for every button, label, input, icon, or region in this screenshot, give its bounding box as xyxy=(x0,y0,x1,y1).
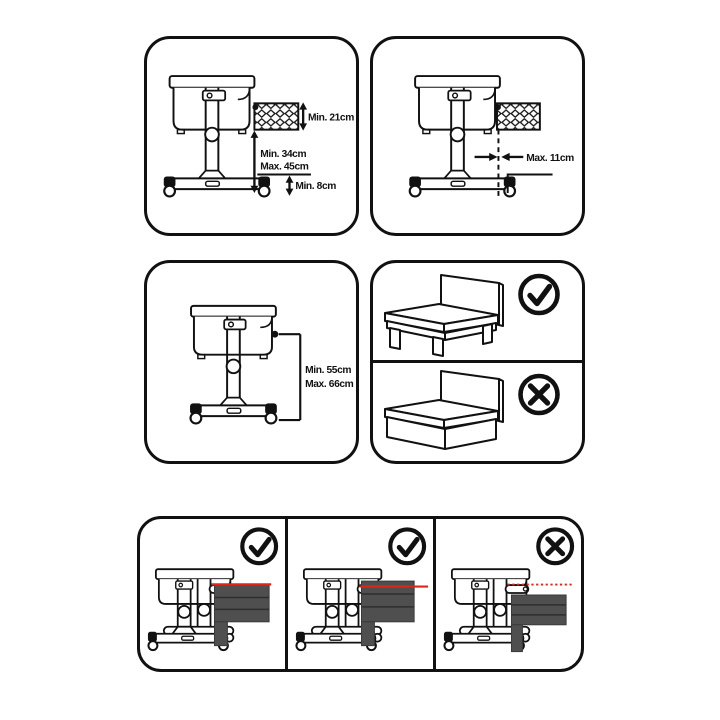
mattress-thickness-arrow xyxy=(299,102,307,130)
under-crib-max-label: Max. 45cm xyxy=(260,161,309,173)
alignment-case-3 xyxy=(436,519,581,669)
floor-clearance-arrow xyxy=(286,175,294,195)
alignment-case-3-diagram xyxy=(436,519,581,669)
platform-bed xyxy=(385,371,503,449)
alignment-case-1 xyxy=(140,519,285,669)
alignment-case-2-diagram xyxy=(288,519,433,669)
cross-icon xyxy=(521,376,558,413)
height-measure-line xyxy=(279,334,300,420)
platform-bed-diagram xyxy=(373,363,581,460)
bed-with-legs xyxy=(385,275,503,356)
alignment-case-1-diagram xyxy=(140,519,285,669)
under-crib-min-label: Min. 34cm xyxy=(260,148,307,160)
panel-side-gap xyxy=(370,36,585,236)
crib-side-view xyxy=(409,76,515,196)
gap-label: Max. 11cm xyxy=(526,152,574,164)
adult-bed-shape xyxy=(214,585,269,646)
alignment-case-2 xyxy=(288,519,433,669)
crib-height-diagram xyxy=(147,263,355,460)
check-icon xyxy=(242,529,276,563)
check-icon xyxy=(390,529,424,563)
panel-bed-types xyxy=(370,260,585,464)
panel-side-clearances xyxy=(144,36,359,236)
panel-crib-height xyxy=(144,260,359,464)
side-gap-diagram xyxy=(373,39,581,232)
adult-mattress xyxy=(252,103,298,129)
crib-side-view xyxy=(190,306,278,424)
height-min-label: Min. 55cm xyxy=(305,365,352,377)
panel-mattress-alignment xyxy=(137,516,584,672)
side-clearance-diagram xyxy=(147,39,355,232)
floor-clearance-label: Min. 8cm xyxy=(295,181,336,193)
height-max-label: Max. 66cm xyxy=(305,378,354,390)
adult-bed-shape xyxy=(361,581,414,646)
adult-bed-shape xyxy=(511,595,566,652)
check-icon xyxy=(521,276,558,313)
adult-mattress xyxy=(495,103,540,129)
mattress-thickness-label: Min. 21cm xyxy=(308,112,354,124)
cross-icon xyxy=(538,529,572,563)
open-frame-bed-diagram xyxy=(373,263,581,360)
